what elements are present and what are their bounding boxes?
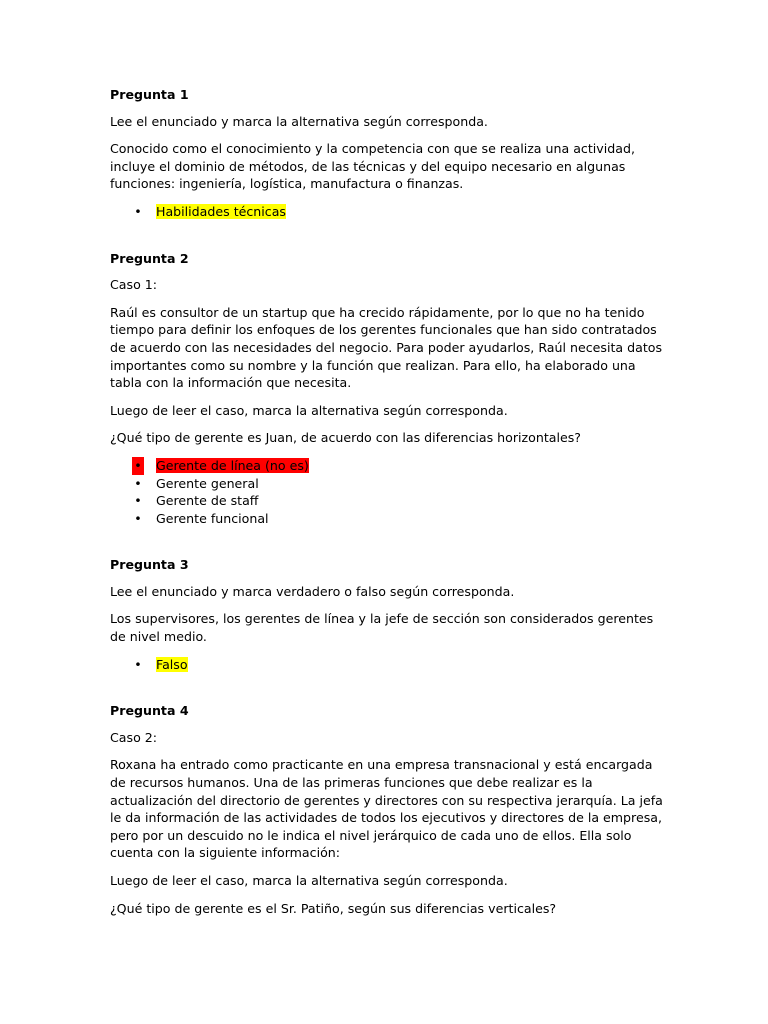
answer-option-label: Falso: [156, 656, 188, 672]
question-2: [110, 250, 670, 528]
question-prompt: ¿Qué tipo de gerente es el Sr. Patiño, según sus diferencias verticales?: [110, 900, 557, 916]
bullet-icon: •: [134, 493, 142, 509]
question-title: Pregunta 4: [110, 703, 189, 719]
question-statement: Los supervisores, los gerentes de línea y la jefe de sección son considerados gerentes de nivel medio.: [110, 611, 654, 645]
case-text: Roxana ha entrado como practicante en una empresa transnacional y está encargada de recursos humanos. Una de las primeras funciones que debe realizar es la actualización del directorio de gerentes y directores con su respectiva jerarquía. La jefa le da información de las actividades de todos los ejecutivos y directores de la empresa, pero por un descuido no le indica el nivel jerárquico de cada uno de ellos. Ella solo cuenta con la siguiente información:: [110, 757, 663, 861]
question-statement: Conocido como el conocimiento y la competencia con que se realiza una actividad, incluye el dominio de métodos, de las técnicas y del equipo necesario en algunas funciones: ingeniería, logística, manufactura o finanzas.: [110, 141, 635, 192]
question-title: Pregunta 2: [110, 250, 189, 266]
case-label: Caso 2:: [110, 729, 158, 745]
answer-option: [110, 457, 670, 475]
case-text: Raúl es consultor de un startup que ha crecido rápidamente, por lo que no ha tenido tiempo para definir los enfoques de los gerentes funcionales que han sido contratados de acuerdo con las necesidades del negocio. Para poder ayudarlos, Raúl necesita datos importantes como su nombre y la función que realizan. Para ello, ha elaborado una tabla con la información que necesita.: [110, 304, 663, 391]
answer-option: [110, 656, 670, 674]
answer-option-label: Gerente funcional: [156, 510, 269, 526]
answer-option-label: Gerente de staff: [156, 493, 259, 509]
bullet-icon: •: [132, 457, 144, 475]
answer-option: [110, 510, 670, 528]
answer-option: [110, 203, 670, 221]
bullet-icon: •: [134, 203, 142, 219]
question-1: [110, 86, 670, 221]
question-title: Pregunta 1: [110, 87, 189, 102]
case-label: Caso 1:: [110, 277, 158, 293]
answer-option-label: Habilidades técnicas: [156, 203, 286, 219]
question-title: Pregunta 3: [110, 557, 189, 573]
question-3: [110, 556, 670, 673]
answer-option-label: Gerente de línea (no es): [156, 457, 309, 473]
question-4: [110, 702, 670, 917]
document-body: [110, 86, 670, 927]
answer-option: [110, 475, 670, 493]
bullet-icon: •: [134, 475, 142, 491]
question-instruction: Lee el enunciado y marca la alternativa según corresponda.: [110, 113, 488, 129]
answer-options: [110, 457, 670, 527]
answer-option: [110, 492, 670, 510]
question-prompt: ¿Qué tipo de gerente es Juan, de acuerdo con las diferencias horizontales?: [110, 430, 581, 446]
question-instruction: Lee el enunciado y marca verdadero o falso según corresponda.: [110, 583, 515, 599]
answer-option-label: Gerente general: [156, 475, 259, 491]
question-instruction: Luego de leer el caso, marca la alternativa según corresponda.: [110, 873, 508, 888]
question-instruction: Luego de leer el caso, marca la alternativa según corresponda.: [110, 402, 508, 418]
bullet-icon: •: [134, 510, 142, 526]
answer-options: [110, 656, 670, 674]
answer-options: [110, 203, 670, 221]
bullet-icon: •: [134, 656, 142, 672]
